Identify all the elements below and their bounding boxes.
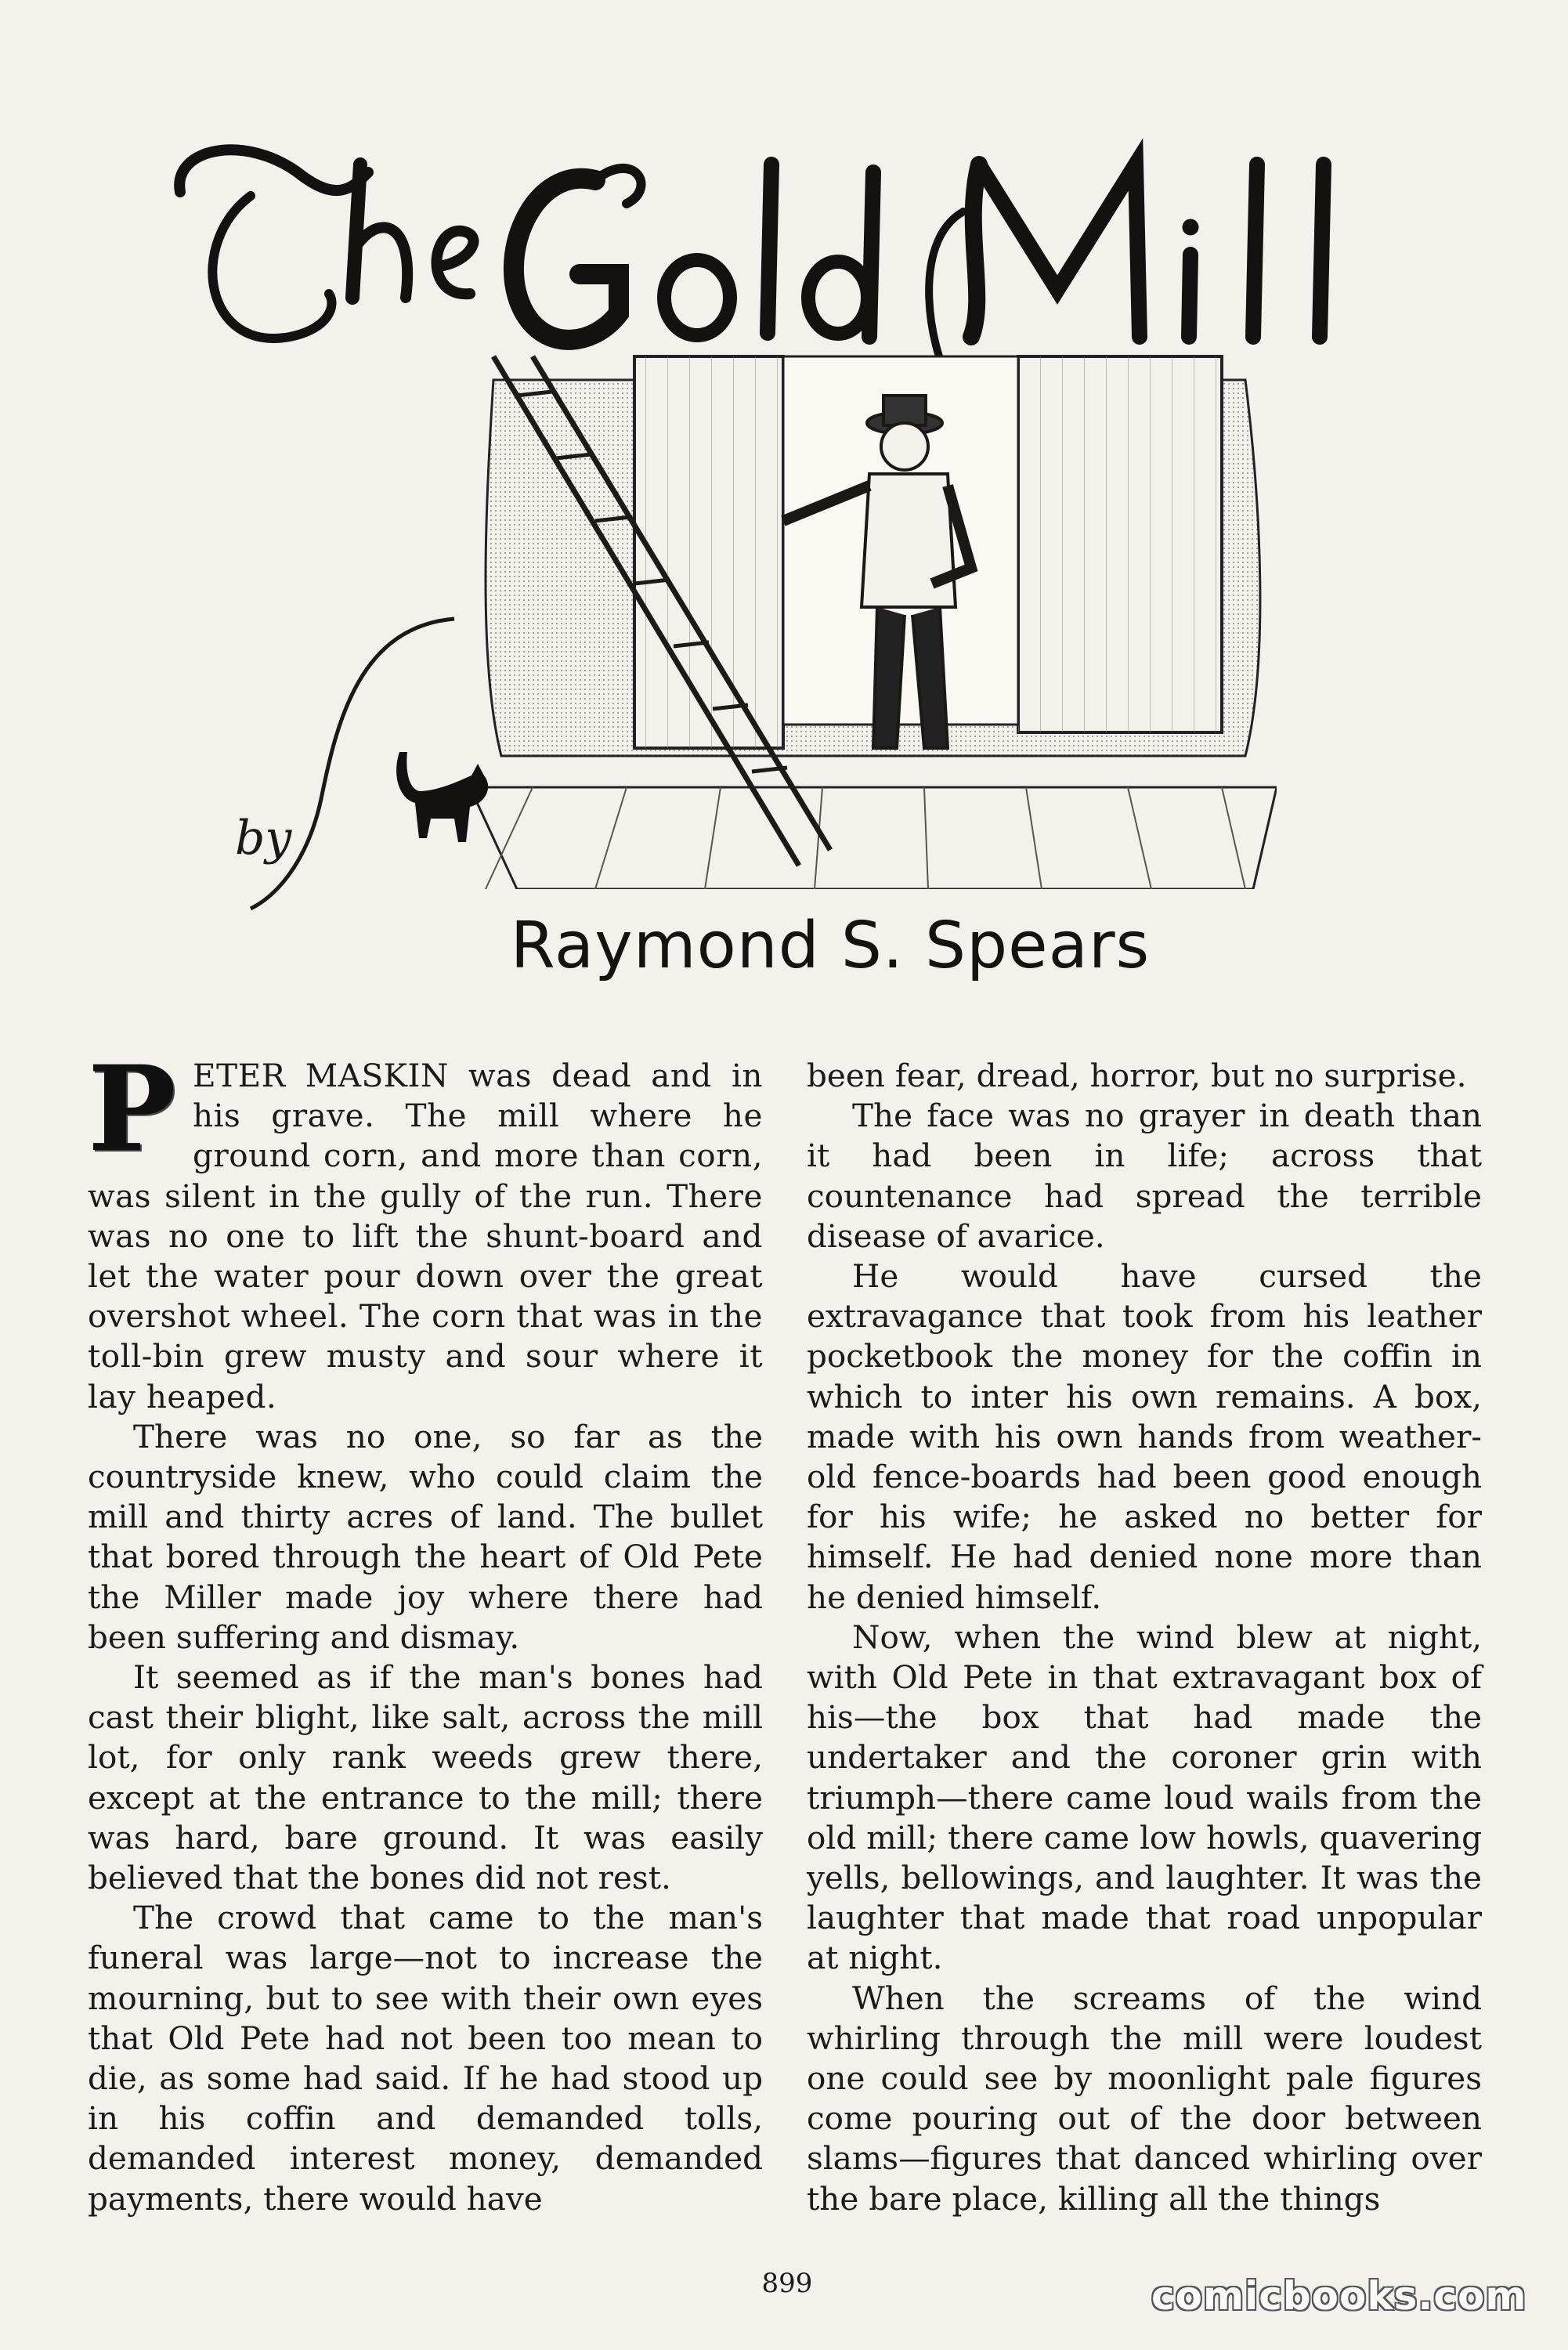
mill-door-illustration xyxy=(470,349,1277,889)
byline-text: by xyxy=(235,811,292,866)
opening-paragraph xyxy=(88,1040,763,1417)
column-left xyxy=(88,1040,763,2219)
page-number: 899 xyxy=(761,2268,813,2299)
body-paragraph: When the screams of the wind whirling through the mill were loudest one could see by moonlight pale figures come pouring out of the door between slams—figures that danced whirling over the bare place, killing all the things xyxy=(807,1979,1482,2218)
story-title xyxy=(157,118,1425,376)
title-lettering xyxy=(157,118,1425,376)
body-paragraph: The crowd that came to the man's funeral was large—not to increase the mourning, but to see with their own eyes that Old Pete had not been too mean to die, as some had said. If he had stood up in his coffin and demanded tolls, demanded interest money, demanded payments, there would have xyxy=(88,1899,763,2218)
body-paragraph: The face was no grayer in death than it had been in life; across that countenance had spread the terrible disease of avarice. xyxy=(807,1097,1482,1255)
body-paragraph: It seemed as if the man's bones had cast their blight, like salt, across the mill lot, for only rank weeds grew there, except at the entrance to the mill; there was hard, bare ground. It was easily believed that the bones did not rest. xyxy=(88,1658,763,1897)
black-cat-icon xyxy=(384,744,501,858)
body-paragraph-continued: been fear, dread, horror, but no surprise. xyxy=(807,1057,1467,1094)
illustration-svg xyxy=(470,349,1277,889)
watermark: comicbooks.com xyxy=(1151,2273,1527,2319)
column-right xyxy=(807,1056,1482,2219)
body-paragraph: There was no one, so far as the countryside knew, who could claim the mill and thirty acres of land. The bullet that bored through the heart of Old Pete the Miller made joy where there had been suffering and dismay. xyxy=(88,1417,763,1656)
body-paragraph: He would have cursed the extravagance that took from his leather pocketbook the money for the coffin in which to inter his own remains. A box, made with his own hands from weather-old fence-boards had been good enough for his wife; he asked no better for himself. He had denied none more than he denied himself. xyxy=(807,1257,1482,1616)
author-name: Raymond S. Spears xyxy=(510,909,1151,983)
opening-text: ETER MASKIN was dead and in his grave. The mill where he ground corn, and more than corn, was silent in the gully of the run. There was no one to lift the shunt-board and let the water pour down over the great overshot wheel. The corn that was in the toll-bin grew musty and sour where it lay heaped. xyxy=(88,1057,763,1415)
drop-cap: P xyxy=(88,1040,176,1178)
body-paragraph: Now, when the wind blew at night, with Old Pete in that extravagant box of his—the box that had made the undertaker and the coroner grin with triumph—there came loud wails from the old mill; there came low howls, quavering yells, bellowings, and laughter. It was the laughter that made that road unpopular at night. xyxy=(807,1618,1482,1977)
